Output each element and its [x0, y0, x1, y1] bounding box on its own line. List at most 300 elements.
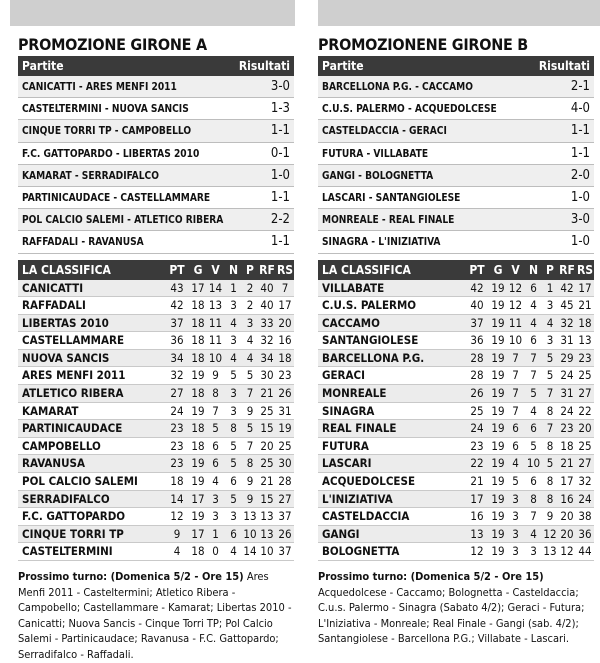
stat-cell: 4	[530, 403, 537, 418]
header-risultati: Risultati	[538, 59, 590, 73]
matches-list	[318, 76, 594, 254]
standings-row	[18, 473, 294, 491]
standings-col-header: N	[528, 262, 539, 277]
stat-cell: 23	[278, 368, 292, 383]
match-teams: CASTELTERMINI - NUOVA SANCIS	[22, 102, 189, 116]
stat-cell: 11	[508, 315, 523, 330]
standings-row	[18, 543, 294, 561]
stat-cell: 19	[491, 350, 505, 365]
stat-cell: 12	[508, 280, 523, 295]
stat-cell: 32	[170, 368, 184, 383]
standings-col-header: G	[193, 262, 203, 277]
stat-cell: 18	[191, 298, 205, 313]
match-teams: BARCELLONA P.G. - CACCAMO	[322, 80, 473, 94]
stat-cell: 22	[470, 456, 484, 471]
match-row	[318, 165, 594, 187]
stat-cell: 3	[546, 298, 554, 313]
stat-cell: 7	[546, 386, 554, 401]
stat-cell: 3	[230, 509, 237, 524]
stat-cell: 12	[560, 544, 574, 559]
stat-cell: 17	[191, 491, 205, 506]
standings-row	[18, 526, 294, 544]
stat-cell: 3	[230, 386, 237, 401]
stat-cell: 23	[560, 421, 574, 436]
stat-cell: 7	[530, 368, 537, 383]
stat-cell: 43	[170, 280, 184, 295]
team-name: BOLOGNETTA	[322, 544, 400, 559]
stat-cell: 13	[243, 509, 257, 524]
stat-cell: 23	[170, 456, 184, 471]
stat-cell: 17	[470, 491, 484, 506]
standings-row	[318, 315, 594, 333]
stat-cell: 7	[212, 403, 219, 418]
stat-cell: 34	[170, 350, 184, 365]
results-header	[318, 56, 594, 76]
stat-cell: 7	[512, 368, 519, 383]
stat-cell: 2	[246, 298, 254, 313]
stat-cell: 7	[246, 386, 254, 401]
stat-cell: 12	[543, 526, 557, 541]
stat-cell: 15	[260, 421, 274, 436]
stat-cell: 9	[246, 491, 254, 506]
match-teams: GANGI - BOLOGNETTA	[322, 168, 434, 182]
stat-cell: 8	[530, 491, 537, 506]
stat-cell: 31	[560, 386, 574, 401]
stat-cell: 5	[246, 421, 254, 436]
stat-cell: 5	[230, 438, 237, 453]
stat-cell: 19	[491, 403, 505, 418]
stat-cell: 20	[260, 438, 274, 453]
stat-cell: 37	[278, 544, 292, 559]
stat-cell: 7	[512, 403, 519, 418]
stat-cell: 5	[230, 491, 237, 506]
team-name: CAMPOBELLO	[22, 438, 101, 453]
stat-cell: 21	[560, 456, 574, 471]
stat-cell: 4	[530, 315, 537, 330]
standings-row	[18, 367, 294, 385]
stat-cell: 44	[578, 544, 592, 559]
stat-cell: 28	[470, 368, 484, 383]
standings-row	[18, 385, 294, 403]
standings-row	[18, 508, 294, 526]
match-teams: CINQUE TORRI TP - CAMPOBELLO	[22, 124, 192, 138]
match-score: 1-0	[270, 167, 290, 183]
stat-cell: 6	[530, 333, 537, 348]
stat-cell: 16	[278, 333, 292, 348]
stat-cell: 8	[230, 421, 237, 436]
top-bar-left	[10, 0, 295, 26]
stat-cell: 18	[560, 438, 574, 453]
stat-cell: 10	[508, 333, 523, 348]
match-teams: KAMARAT - SERRADIFALCO	[22, 168, 159, 182]
stat-cell: 6	[530, 280, 537, 295]
team-name: REAL FINALE	[322, 421, 397, 436]
stat-cell: 40	[260, 298, 274, 313]
standings-row	[318, 385, 594, 403]
stat-cell: 17	[560, 474, 574, 489]
team-name: CASTELTERMINI	[22, 544, 113, 559]
team-name: KAMARAT	[22, 403, 79, 418]
stat-cell: 27	[578, 386, 592, 401]
stat-cell: 1	[230, 280, 237, 295]
stat-cell: 3	[230, 333, 237, 348]
standings-row	[18, 455, 294, 473]
stat-cell: 4	[246, 333, 254, 348]
stat-cell: 14	[208, 280, 223, 295]
stat-cell: 16	[560, 491, 574, 506]
stat-cell: 4	[212, 474, 219, 489]
stat-cell: 3	[230, 298, 237, 313]
stat-cell: 33	[260, 315, 274, 330]
stat-cell: 10	[260, 544, 274, 559]
stat-cell: 6	[230, 526, 237, 541]
stat-cell: 18	[191, 333, 205, 348]
team-name: C.U.S. PALERMO	[322, 298, 417, 313]
stat-cell: 8	[212, 386, 219, 401]
match-row	[18, 98, 294, 120]
match-row	[18, 165, 294, 187]
stat-cell: 13	[470, 526, 484, 541]
stat-cell: 6	[512, 438, 519, 453]
stat-cell: 19	[191, 368, 205, 383]
standings-col-header: RS	[276, 262, 294, 277]
stat-cell: 7	[246, 438, 254, 453]
stat-cell: 19	[491, 526, 505, 541]
stat-cell: 9	[212, 368, 219, 383]
standings-row	[318, 350, 594, 368]
match-row	[18, 143, 294, 165]
standings-row	[318, 438, 594, 456]
stat-cell: 5	[546, 350, 554, 365]
stat-cell: 21	[260, 474, 274, 489]
stat-cell: 17	[191, 526, 205, 541]
match-score: 0-1	[270, 145, 290, 161]
standings-row	[18, 403, 294, 421]
stat-cell: 3	[512, 509, 519, 524]
stat-cell: 14	[170, 491, 184, 506]
stat-cell: 40	[470, 298, 484, 313]
standings-row	[318, 526, 594, 544]
stat-cell: 18	[278, 350, 292, 365]
stat-cell: 19	[491, 280, 505, 295]
stat-cell: 25	[578, 368, 592, 383]
stat-cell: 4	[530, 526, 537, 541]
match-teams: FUTURA - VILLABATE	[322, 146, 429, 160]
match-row	[18, 76, 294, 98]
match-score: 2-1	[570, 79, 590, 95]
standings-col-header: PT	[469, 262, 485, 277]
stat-cell: 18	[191, 421, 205, 436]
stat-cell: 20	[560, 509, 574, 524]
stat-cell: 5	[530, 438, 537, 453]
standings-col-header: G	[493, 262, 503, 277]
team-name: ATLETICO RIBERA	[22, 386, 124, 401]
standings-row	[18, 420, 294, 438]
standings-col-header: PT	[169, 262, 185, 277]
stat-cell: 31	[560, 333, 574, 348]
stat-cell: 25	[260, 456, 274, 471]
stat-cell: 12	[470, 544, 484, 559]
stat-cell: 27	[278, 491, 292, 506]
stat-cell: 18	[191, 438, 205, 453]
stat-cell: 24	[578, 491, 592, 506]
stat-cell: 40	[260, 280, 274, 295]
stat-cell: 38	[578, 509, 592, 524]
match-teams: LASCARI - SANTANGIOLESE	[322, 191, 461, 205]
team-name: SINAGRA	[322, 403, 375, 418]
stat-cell: 19	[191, 509, 205, 524]
match-score: 1-1	[570, 123, 590, 139]
match-teams: MONREALE - REAL FINALE	[322, 213, 455, 227]
stat-cell: 5	[546, 456, 554, 471]
stat-cell: 5	[530, 386, 537, 401]
stat-cell: 8	[546, 491, 554, 506]
match-teams: SINAGRA - L'INIZIATIVA	[322, 235, 441, 249]
team-name: SERRADIFALCO	[22, 491, 110, 506]
match-score: 4-0	[570, 101, 590, 117]
standings-title: LA CLASSIFICA	[22, 262, 111, 277]
standings-col-header: P	[246, 262, 254, 277]
stat-cell: 0	[212, 544, 219, 559]
stat-cell: 17	[578, 280, 592, 295]
team-name: ARES MENFI 2011	[22, 368, 126, 383]
girone-b-title: PROMOZIONENE GIRONE B	[318, 35, 529, 54]
stat-cell: 9	[246, 403, 254, 418]
stat-cell: 9	[546, 509, 554, 524]
stat-cell: 17	[191, 280, 205, 295]
match-row	[318, 76, 594, 98]
match-row	[318, 209, 594, 231]
stat-cell: 13	[543, 544, 557, 559]
stat-cell: 11	[208, 333, 223, 348]
stat-cell: 5	[212, 421, 219, 436]
stat-cell: 7	[530, 509, 537, 524]
standings-row	[18, 315, 294, 333]
standings-row	[318, 455, 594, 473]
stat-cell: 5	[230, 456, 237, 471]
standings-row	[18, 491, 294, 509]
results-header	[18, 56, 294, 76]
matches-list	[18, 76, 294, 254]
next-round-label: Prossimo turno: (Domenica 5/2 - Ore 15)	[18, 570, 244, 583]
standings-row	[18, 332, 294, 350]
stat-cell: 36	[170, 333, 184, 348]
stat-cell: 1	[212, 526, 219, 541]
stat-cell: 26	[278, 526, 292, 541]
stat-cell: 18	[191, 350, 205, 365]
match-row	[318, 98, 594, 120]
stat-cell: 19	[191, 474, 205, 489]
match-score: 1-1	[570, 145, 590, 161]
team-name: LASCARI	[322, 456, 372, 471]
stat-cell: 25	[578, 438, 592, 453]
stat-cell: 7	[530, 350, 537, 365]
stat-cell: 4	[230, 544, 237, 559]
stat-cell: 18	[191, 544, 205, 559]
stat-cell: 19	[491, 368, 505, 383]
stat-cell: 24	[560, 368, 574, 383]
match-row	[318, 143, 594, 165]
stat-cell: 6	[212, 438, 219, 453]
stat-cell: 19	[491, 386, 505, 401]
team-name: L'INIZIATIVA	[322, 491, 393, 506]
match-teams: F.C. GATTOPARDO - LIBERTAS 2010	[22, 146, 200, 160]
stat-cell: 6	[212, 456, 219, 471]
standings-row	[18, 350, 294, 368]
stat-cell: 19	[491, 456, 505, 471]
team-name: CASTELLAMMARE	[22, 333, 125, 348]
stat-cell: 42	[170, 298, 184, 313]
girone-a-title: PROMOZIONE GIRONE A	[18, 35, 207, 54]
stat-cell: 6	[530, 474, 537, 489]
stat-cell: 24	[470, 421, 484, 436]
stat-cell: 36	[470, 333, 484, 348]
stat-cell: 45	[560, 298, 574, 313]
team-name: FUTURA	[322, 438, 369, 453]
stat-cell: 5	[246, 368, 254, 383]
match-score: 1-0	[570, 234, 590, 250]
stat-cell: 36	[578, 526, 592, 541]
match-score: 1-3	[270, 101, 290, 117]
match-score: 1-1	[270, 234, 290, 250]
stat-cell: 8	[546, 438, 554, 453]
stat-cell: 31	[278, 403, 292, 418]
stat-cell: 5	[546, 368, 554, 383]
stat-cell: 27	[578, 456, 592, 471]
stat-cell: 42	[560, 280, 574, 295]
girone-a-column	[18, 36, 294, 662]
stat-cell: 4	[230, 315, 237, 330]
stat-cell: 4	[230, 350, 237, 365]
stat-cell: 13	[260, 509, 274, 524]
stat-cell: 3	[512, 491, 519, 506]
match-teams: PARTINICAUDACE - CASTELLAMMARE	[22, 191, 211, 205]
standings-row	[318, 403, 594, 421]
stat-cell: 4	[530, 298, 537, 313]
header-partite: Partite	[322, 59, 364, 73]
stat-cell: 6	[530, 421, 537, 436]
stat-cell: 37	[470, 315, 484, 330]
stat-cell: 12	[170, 509, 184, 524]
match-row	[18, 187, 294, 209]
team-name: GERACI	[322, 368, 365, 383]
stat-cell: 4	[173, 544, 181, 559]
stat-cell: 19	[278, 421, 292, 436]
stat-cell: 23	[470, 438, 484, 453]
standings-col-header: P	[546, 262, 554, 277]
stat-cell: 9	[173, 526, 181, 541]
stat-cell: 27	[170, 386, 184, 401]
match-row	[318, 120, 594, 142]
stat-cell: 19	[491, 474, 505, 489]
team-name: RAVANUSA	[22, 456, 85, 471]
girone-b-column	[318, 36, 594, 647]
standings-row	[318, 367, 594, 385]
team-name: PARTINICAUDACE	[22, 421, 123, 436]
standings-table	[318, 280, 594, 562]
stat-cell: 16	[470, 509, 484, 524]
team-name: CINQUE TORRI TP	[22, 526, 124, 541]
stat-cell: 4	[546, 315, 554, 330]
stat-cell: 15	[260, 491, 274, 506]
stat-cell: 6	[230, 474, 237, 489]
stat-cell: 14	[243, 544, 257, 559]
stat-cell: 23	[170, 438, 184, 453]
standings-row	[318, 491, 594, 509]
stat-cell: 4	[246, 350, 254, 365]
standings-row	[318, 332, 594, 350]
match-row	[318, 187, 594, 209]
stat-cell: 3	[512, 544, 519, 559]
stat-cell: 21	[260, 386, 274, 401]
stat-cell: 12	[508, 298, 523, 313]
stat-cell: 19	[491, 315, 505, 330]
stat-cell: 28	[470, 350, 484, 365]
team-name: GANGI	[322, 526, 360, 541]
stat-cell: 13	[260, 526, 274, 541]
standings-title: LA CLASSIFICA	[322, 262, 411, 277]
standings-row	[318, 473, 594, 491]
match-score: 2-2	[270, 212, 290, 228]
stat-cell: 24	[170, 403, 184, 418]
match-score: 2-0	[570, 167, 590, 183]
stat-cell: 19	[491, 509, 505, 524]
stat-cell: 19	[491, 491, 505, 506]
stat-cell: 25	[470, 403, 484, 418]
stat-cell: 29	[560, 350, 574, 365]
stat-cell: 20	[560, 526, 574, 541]
stat-cell: 18	[191, 386, 205, 401]
stat-cell: 32	[578, 474, 592, 489]
stat-cell: 30	[260, 368, 274, 383]
team-name: CASTELDACCIA	[322, 509, 410, 524]
team-name: CACCAMO	[322, 315, 380, 330]
team-name: NUOVA SANCIS	[22, 350, 110, 365]
match-score: 1-1	[270, 123, 290, 139]
standings-header	[18, 260, 294, 280]
stat-cell: 21	[578, 298, 592, 313]
stat-cell: 23	[578, 350, 592, 365]
stat-cell: 19	[491, 298, 505, 313]
stat-cell: 19	[191, 403, 205, 418]
stat-cell: 10	[526, 456, 541, 471]
stat-cell: 42	[470, 280, 484, 295]
stat-cell: 17	[278, 298, 292, 313]
stat-cell: 25	[260, 403, 274, 418]
standings-table	[18, 280, 294, 562]
header-risultati: Risultati	[238, 59, 290, 73]
standings-row	[318, 280, 594, 298]
standings-row	[18, 438, 294, 456]
stat-cell: 25	[278, 438, 292, 453]
team-name: SANTANGIOLESE	[322, 333, 419, 348]
stat-cell: 8	[546, 474, 554, 489]
stat-cell: 11	[208, 315, 223, 330]
standings-col-header: V	[211, 262, 220, 277]
stat-cell: 37	[278, 509, 292, 524]
match-teams: CASTELDACCIA - GERACI	[322, 124, 447, 138]
match-score: 3-0	[570, 212, 590, 228]
stat-cell: 3	[246, 315, 254, 330]
stat-cell: 23	[170, 421, 184, 436]
stat-cell: 21	[470, 474, 484, 489]
stat-cell: 2	[246, 280, 254, 295]
stat-cell: 7	[546, 421, 554, 436]
team-name: RAFFADALI	[22, 298, 86, 313]
stat-cell: 7	[281, 280, 289, 295]
match-score: 1-1	[270, 190, 290, 206]
stat-cell: 26	[470, 386, 484, 401]
